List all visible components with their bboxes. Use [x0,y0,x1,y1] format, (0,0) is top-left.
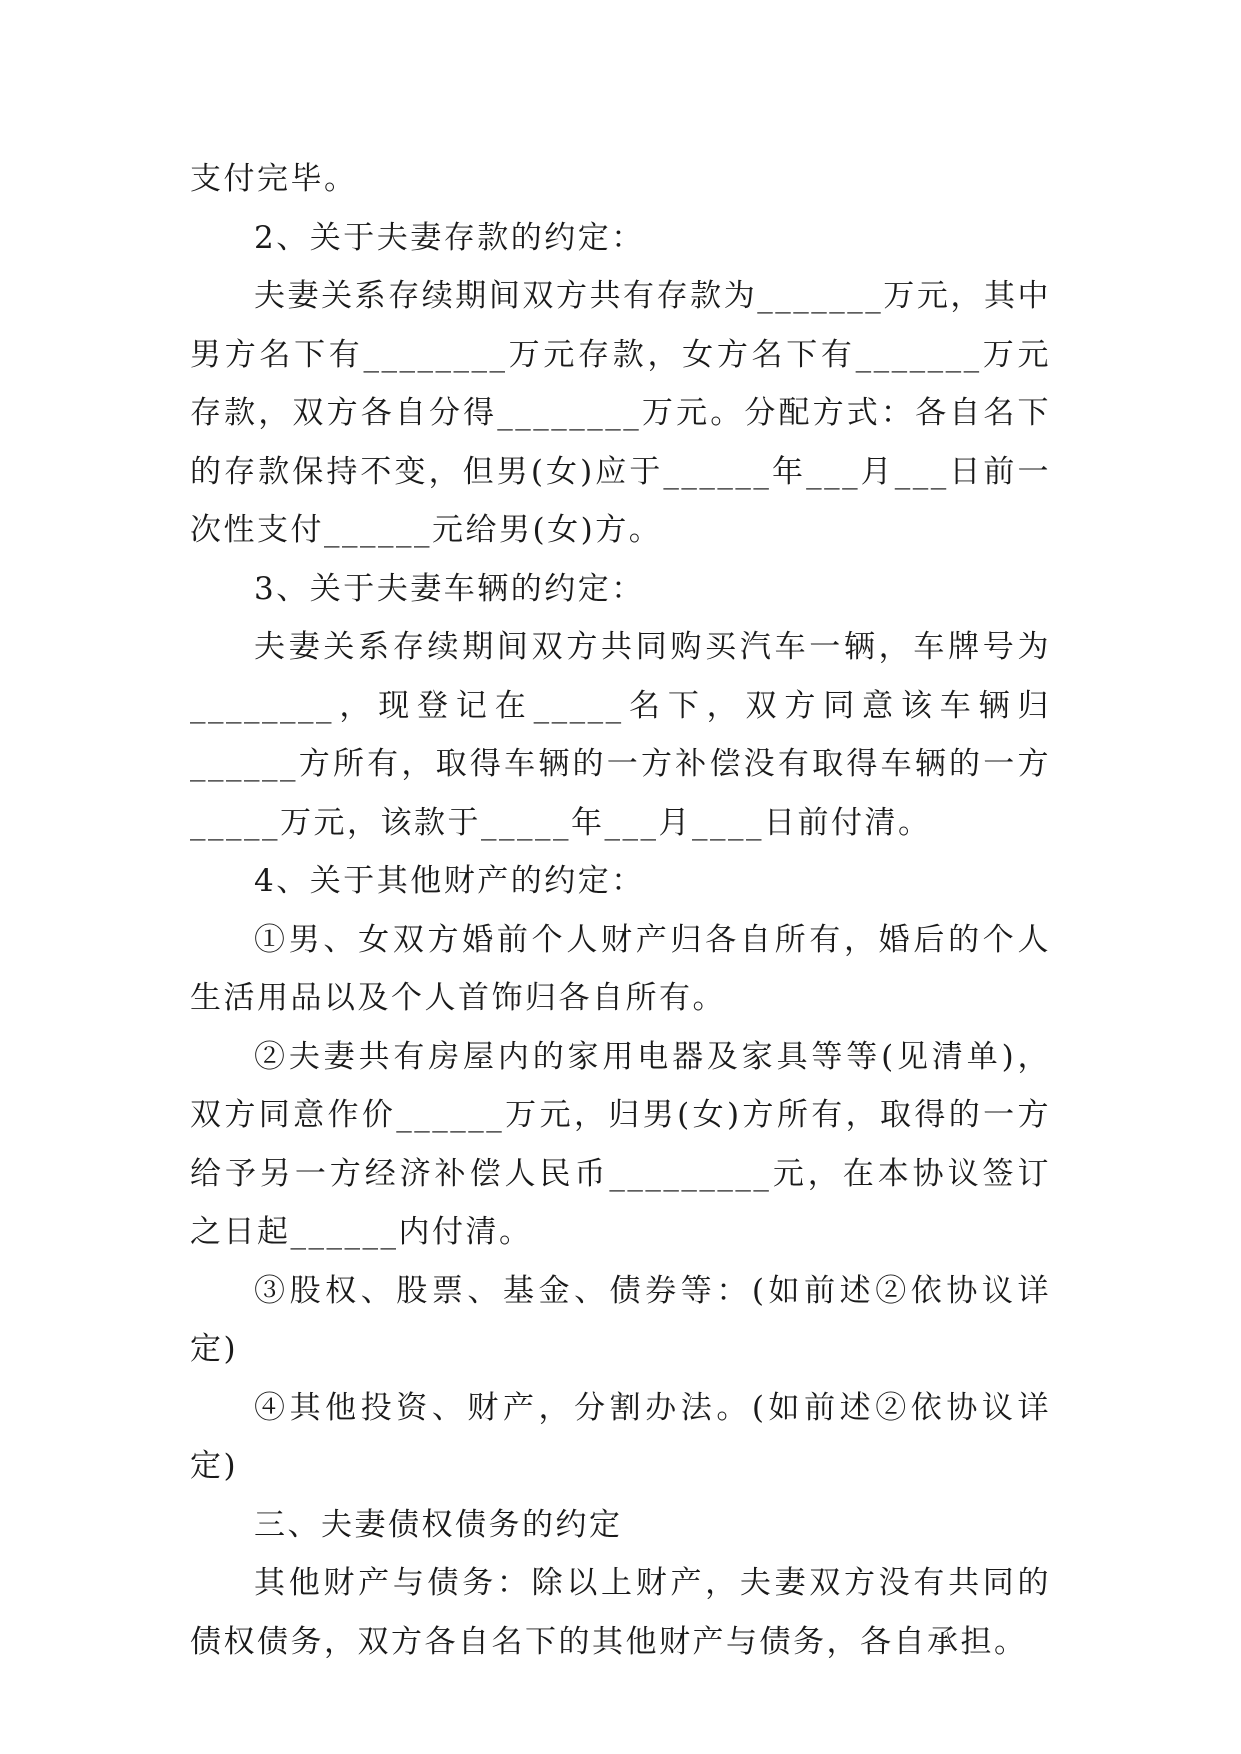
paragraph-vehicles: 夫妻关系存续期间双方共同购买汽车一辆，车牌号为________，现登记在_____名下，双方同意该车辆归______方所有，取得车辆的一方补偿没有取得车辆的一方_____万元，该款于_____年___月____日前付清。 [190,629,1051,841]
paragraph-continuation: 支付完毕。 [190,161,358,197]
paragraph-deposits: 夫妻关系存续期间双方共有存款为_______万元，其中男方名下有________万元存款，女方名下有_______万元存款，双方各自分得________万元。分配方式：各自名下的存款保持不变，但男(女)应于______年___月___日前一次性支付______元给男(女)方。 [190,278,1051,548]
paragraph-item-3: ③股权、股票、基金、债券等：(如前述②依协议详定) [190,1272,1051,1367]
section-heading-vehicles: 3、关于夫妻车辆的约定： [254,570,645,607]
document-body [190,150,1051,1671]
section-heading-debts: 三、夫妻债权债务的约定 [254,1506,623,1543]
paragraph-debts: 其他财产与债务：除以上财产，夫妻双方没有共同的债权债务，双方各自名下的其他财产与债务，各自承担。 [190,1565,1051,1660]
paragraph-item-2: ②夫妻共有房屋内的家用电器及家具等等(见清单)，双方同意作价______万元，归男(女)方所有，取得的一方给予另一方经济补偿人民币_________元，在本协议签订之日起______内付清。 [190,1038,1051,1250]
paragraph-item-1: ①男、女双方婚前个人财产归各自所有，婚后的个人生活用品以及个人首饰归各自所有。 [190,921,1051,1016]
section-heading-deposits: 2、关于夫妻存款的约定： [254,219,645,256]
paragraph-item-4: ④其他投资、财产，分割办法。(如前述②依协议详定) [190,1389,1051,1484]
section-heading-other-property: 4、关于其他财产的约定： [254,863,645,899]
